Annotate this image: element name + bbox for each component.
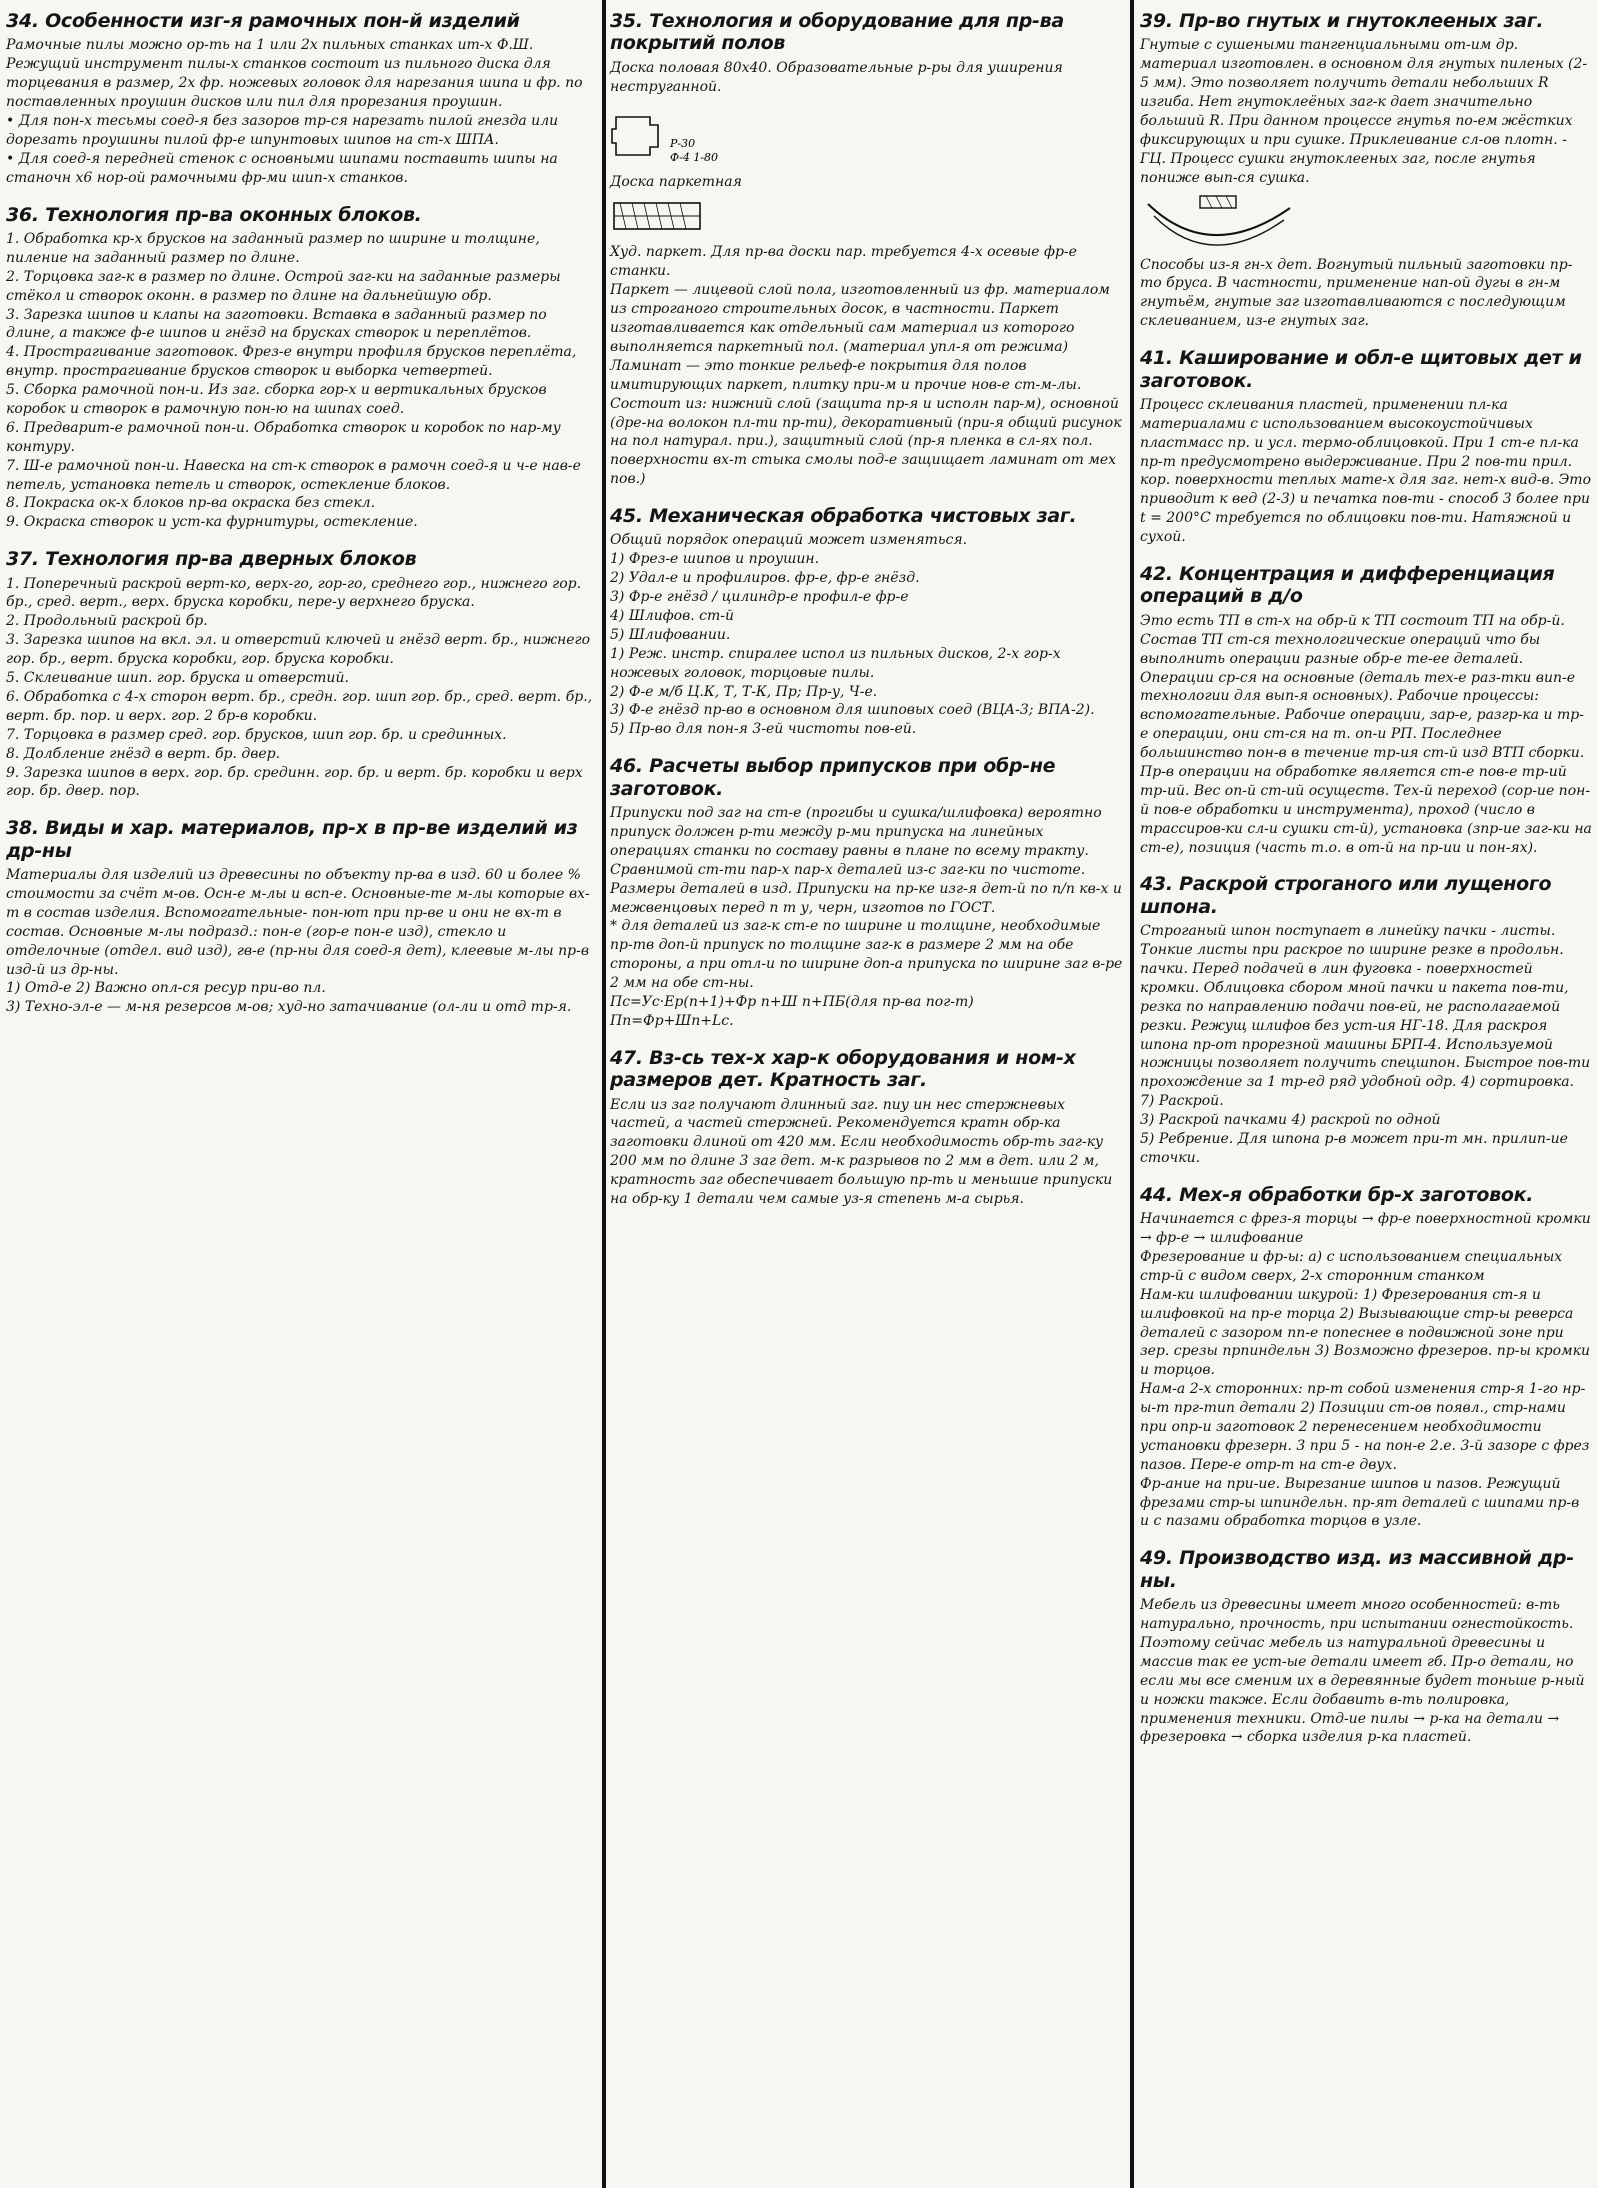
text-line: Способы из-я гн-х дет. Вогнутый пильный заготовки пр-то бруса. В частности, применение нап-ой дугы в гн-м гнутьём, гнутые заг изготавливаются с последующим склеиванием, из-е гнутых заг. xyxy=(1140,256,1573,330)
text-line: Процесс склеивания пластей, применении пл-ка материалами с использованием высокоустойчивых пластмасс пр. и усл. термо-облицовкой. При 1 ст-е пл-ка пр-т предусмотрено выдерживание. При 2 пов-ти прил. кор. поверхности теплых мате-х для заг. нет-х вид-в. Это приводит к вед (2-3) и печатка пов-ти - способ 3 более при t = 200°C требуется по облицовки пов-ти. Натяжной и сухой. xyxy=(1140,396,1592,546)
parquet-board-sketch xyxy=(610,197,710,237)
section-41-title: 41. Каширование и обл-е щитовых дет и заготовок. xyxy=(1140,347,1582,392)
text-line: 5. Сборка рамочной пон-и. Из заг. сборка гор-х и вертикальных брусков коробок и створок в рамочную пон-ю на шипах соед. xyxy=(6,382,547,417)
text-line: 3) Раскрой пачками 4) раскрой по одной xyxy=(1140,1112,1441,1129)
section-37-title: 37. Технология пр-ва дверных блоков xyxy=(6,548,417,571)
text-line: Фр-ание на при-ие. Вырезание шипов и пазов. Режущий фрезами стр-ы шпиндельн. пр-ят деталей с шипами пр-в и с пазами обработка торцов в узле. xyxy=(1140,1475,1580,1530)
section-41-body xyxy=(1140,396,1592,547)
text-line: 2. Торцовка заг-к в размер по длине. Острой заг-ки на заданные размеры стёкол и створок оконн. в размер по длине на дальнейшую обр. xyxy=(6,268,561,304)
section-49-title: 49. Производство изд. из массивной др-ны. xyxy=(1140,1547,1574,1592)
section-38-title: 38. Виды и хар. материалов, пр-х в пр-ве изделий из др-ны xyxy=(6,817,578,862)
text-line: 1. Обработка кр-х брусков на заданный размер по ширине и толщине, пиление на заданный размер по длине. xyxy=(6,230,540,266)
section-46-body xyxy=(610,804,1126,1031)
text-line: Гнутые с сушеными тангенциальными от-им др. материал изготовлен. в основном для гнутых пиленых (2-5 мм). Это позволяет получить детали небольших R изгиба. Нет гнутоклеёных заг-к дает значительно больший R. При данном процессе гнутья по-ем жёстких фиксирующих и при сушке. Приклеивание сл-ов плотн. - ГЦ. Процесс сушки гнутоклееных заг, после гнутья пониже вып-ся сушка. xyxy=(1140,37,1588,186)
section-44 xyxy=(1140,1184,1592,1532)
text-line: Материалы для изделий из древесины по объекту пр-ва в изд. 60 и более % стоимости за счёт м-ов. Осн-е м-лы и всп-е. Основные-те м-лы которые вх-т в состав изделия. Вспомогательные- пон-ют при пр-ве и они не вх-т в состав. Основные м-лы подразд.: пон-е (гор-е пон-е изд), стекло и отделочные (отдел. вид изд), гв-е (пр-ны для соед-я дет), клеевые м-лы пр-в изд-й из др-ны. xyxy=(6,867,590,978)
text-line: 5. Склеивание шип. гор. бруска и отверстий. xyxy=(6,670,349,687)
text-line: Фрезерование и фр-ы: а) с использованием специальных стр-й с видом сверх, 2-х сторонним станком xyxy=(1140,1249,1563,1284)
text-line: 2) Удал-е и профилиров. фр-е, фр-е гнёзд. xyxy=(610,570,920,587)
text-line: Доска половая 80х40. Образовательные р-ры для уширения неструганной. xyxy=(610,59,1063,95)
text-line: 7. Торцовка в размер сред. гор. брусков, шип гор. бр. и срединных. xyxy=(6,726,507,743)
formula-line: Пп=Фр+Шп+Lс. xyxy=(610,1012,734,1029)
section-35 xyxy=(610,10,1126,489)
section-45 xyxy=(610,505,1126,739)
text-line: Режущий инструмент пилы-х станков состоит из пильного диска для торцевания в размер, 2х фр. ножевых головок для нарезания шипа и фр. по поставленных проушин дисков или пил для прорезания проушин. xyxy=(6,56,583,111)
section-39 xyxy=(1140,10,1592,331)
section-49 xyxy=(1140,1547,1592,1747)
section-47-title: 47. Вз-сь тех-х хар-к оборудования и ном-х размеров дет. Кратность заг. xyxy=(610,1046,1076,1092)
section-45-body xyxy=(610,531,1126,739)
column-right xyxy=(1134,0,1598,2188)
sketch-caption: Ф-4 1-80 xyxy=(670,150,719,164)
column-left xyxy=(0,0,602,2188)
text-line: Начинается с фрез-я торцы → фр-е поверхностной кромки → фр-е → шлифование xyxy=(1140,1211,1591,1247)
text-line: 1) Фрез-е шипов и проушин. xyxy=(610,551,820,568)
section-41 xyxy=(1140,347,1592,547)
formula-line: Пс=Ус·Ер(n+1)+Фр n+Ш n+ПБ(для пр-ва пог-т) xyxy=(610,993,974,1010)
text-line: • Для пон-х тесьмы соед-я без зазоров тр-ся нарезать пилой гнезда или дорезать проушины пилой фр-е шпунтовых шипов на ст-х ШПА. xyxy=(6,112,559,148)
text-line: 4) Шлифов. ст-й xyxy=(610,608,735,625)
text-line: Нам-а 2-х сторонних: пр-т собой изменения стр-я 1-го нр-ы-т прг-тип детали 2) Позиции ст-ов появл., стр-нами при опр-и заготовок 2 перенесением необходимости установки фрезерн. 3 при 5 - на пон-е 2.е. 3-й зазоре с фрез пазов. Пере-е отр-т на ст-е двух. xyxy=(1140,1381,1590,1473)
section-43 xyxy=(1140,873,1592,1167)
text-line: 9. Зарезка шипов в верх. гор. бр. срединн. гор. бр. и верт. бр. коробки и верх гор. бр. двер. пор. xyxy=(6,764,583,800)
text-line: 6. Предварит-е рамочной пон-и. Обработка створок и коробок по нар-му контуру. xyxy=(6,419,561,455)
section-36-title: 36. Технология пр-ва оконных блоков. xyxy=(6,203,422,226)
text-line: Худ. паркет. Для пр-ва доски пар. требуется 4-х осевые фр-е станки. xyxy=(610,244,1077,280)
section-35-title: 35. Технология и оборудование для пр-ва покрытий полов xyxy=(610,10,1064,55)
floor-board-profile-sketch xyxy=(610,103,810,167)
section-37 xyxy=(6,548,596,801)
text-line: Доска паркетная xyxy=(610,173,742,190)
text-line: 2. Продольный раскрой бр. xyxy=(6,613,208,630)
section-38 xyxy=(6,817,596,1017)
text-line: Ламинат — это тонкие рельеф-е покрытия для полов имитирующих паркет, плитку при-м и прочие нов-е ст-м-лы. Состоит из: нижний слой (защита пр-я и исполн пар-м), основной (дре-на волокон пл-ти пр-ти), декоративный (при-я общий рисунок на пол натурал. при.), защитный слой (пр-я пленка в сл-ях пол. поверхности вх-т стыка смолы под-е защищает ламинат от мех пов.) xyxy=(610,357,1122,488)
section-42-title: 42. Концентрация и дифференциация операций в д/о xyxy=(1140,563,1555,608)
section-35-body xyxy=(610,59,1126,489)
section-46-title: 46. Расчеты выбор припусков при обр-не заготовок. xyxy=(610,755,1056,800)
text-line: 5) Пр-во для пон-я 3-ей чистоты пов-ей. xyxy=(610,721,917,738)
text-line: 3) Ф-е гнёзд пр-во в основном для шиповых соед (ВЦА-3; ВПА-2). xyxy=(610,702,1095,719)
section-47 xyxy=(610,1047,1126,1209)
sketch-caption: Р-30 xyxy=(670,136,696,150)
bending-press-sketch xyxy=(1140,194,1300,250)
section-43-body xyxy=(1140,922,1592,1168)
text-line: 8. Покраска ок-х блоков пр-ва окраска без стекл. xyxy=(6,495,376,512)
section-42 xyxy=(1140,563,1592,857)
section-39-body xyxy=(1140,36,1592,331)
text-line: 7. Ш-е рамочной пон-и. Навеска на ст-к створок в рамочн соед-я и ч-е нав-е петель, установка петель и створок, остекление блоков. xyxy=(6,457,581,493)
section-34-title: 34. Особенности изг-я рамочных пон-й изделий xyxy=(6,10,520,32)
section-44-body xyxy=(1140,1210,1592,1531)
text-line: 3. Зарезка шипов и клапы на заготовки. Вставка в заданный размер по длине, а также ф-е шипов и гнёзд на брусках створок и переплётов. xyxy=(6,306,547,342)
section-47-body xyxy=(610,1096,1126,1209)
text-line: 8. Долбление гнёзд в верт. бр. двер. xyxy=(6,745,281,762)
text-line: 5) Ребрение. Для шпона р-в может при-т мн. прилип-ие сточки. xyxy=(1140,1131,1568,1166)
text-line: 2) Ф-е м/б Ц.К, Т, Т-К, Пр; Пр-у, Ч-е. xyxy=(610,683,878,700)
section-34-body xyxy=(6,36,596,187)
section-36-body xyxy=(6,230,596,532)
text-line: 3) Техно-эл-е — м-ня резерсов м-ов; худ-но затачивание (ол-ли и отд тр-я. xyxy=(6,999,572,1016)
text-line: 3. Зарезка шипов на вкл. эл. и отверстий ключей и гнёзд верт. бр., нижнего гор. бр., верт. бруска коробки, гор. бруска коробки. xyxy=(6,632,591,668)
text-line: Это есть ТП в ст-х на обр-й к ТП состоит ТП на обр-й. Состав ТП ст-ся технологические операций что бы выполнить операции разные обр-е те-ее деталей. Операции ср-ся на основные (деталь тех-е раз-тки вип-е технологии для вып-я основных). Рабочие процессы: вспомогательные. Рабочие операции, зар-е, разгр-ка и тр-е операции, они ст-ся на т. оп-и РП. Последнее большинство пон-в в течение тр-ия ст-й изд ВТП сборки. Пр-в операции на обработке является ст-е пов-е тр-ий тр-ий. Вес оп-й ст-ий осуществ. Тех-й переход (сор-ие пон-й пов-е обработки и инструмента), проход (число в трассиров-ки сл-и сушки ст-й), установка (зпр-ие заг-ки на ст-е), позиция (часть т.о. в от-й на пр-ии и пон-ях). xyxy=(1140,612,1592,856)
text-line: Паркет — лицевой слой пола, изготовленный из фр. материалом из строганого строительных досок, в частности. Паркет изготавливается как отдельный сам материал из которого выполняется паркетный пол. (материал упл-я от режима) xyxy=(610,282,1110,355)
text-line: Рамочные пилы можно ор-ть на 1 или 2х пильных станках ит-х Ф.Ш. xyxy=(6,37,534,54)
text-line: Строганый шпон поступает в линейку пачки - листы. Тонкие листы при раскрое по ширине резке в продольн. пачки. Перед подачей в лин фуговка - поверхностей кромки. Облицовка сбором мной пачки и пакета пов-ти, резка по направлению подачи пов-ей, не располагаемой резки. Режущ шлифов без уст-ия НГ-18. Для раскроя шпона пр-от прорезной машины БРП-4. Используемой ножницы позволяет получить спецшпон. Быстрое пов-ти прохождение за 1 тр-ед ряд удобной одр. 4) сортировка. 7) Раскрой. xyxy=(1140,923,1591,1110)
section-38-body xyxy=(6,866,596,1017)
text-line: 3) Фр-е гнёзд / цилиндр-е профил-е фр-е xyxy=(610,589,909,606)
text-line: Общий порядок операций может изменяться. xyxy=(610,532,968,549)
text-line: 6. Обработка с 4-х сторон верт. бр., средн. гор. шип гор. бр., сред. верт. бр., верт. бр. пор. и верх. гор. 2 бр-в коробки. xyxy=(6,688,593,724)
text-line: Если из заг получают длинный заг. пиу ин нес стержневых частей, а частей стержней. Рекомендуется кратн обр-ка заготовки длиной от 420 мм. Если необходимость обр-ть заг-ку 200 мм по длине 3 заг дет. м-к разрывов по 2 мм в дет. или 2 м, кратность заг обеспечивает большую пр-ть и меньшие припуски на обр-ку 1 детали чем самые уз-я степень м-а сырья. xyxy=(610,1096,1113,1208)
section-45-title: 45. Механическая обработка чистовых заг. xyxy=(610,505,1077,528)
text-line: * для деталей из заг-к ст-е по ширине и толщине, необходимые пр-тв доп-й припуск по толщине заг-к в размере 2 мм на обе стороны, а при отл-и по ширине доп-а припуска по ширине заг в-ре 2 мм на обе ст-ны. xyxy=(610,918,1123,992)
text-line: • Для соед-я передней стенок с основными шипами поставить шипы на станочн х6 нор-ой рамочными фр-ми шип-х станков. xyxy=(6,150,558,186)
section-42-body xyxy=(1140,612,1592,858)
section-44-title: 44. Мех-я обработки бр-х заготовок. xyxy=(1140,1183,1534,1206)
section-39-title: 39. Пр-во гнутых и гнутоклееных заг. xyxy=(1140,10,1544,32)
section-37-body xyxy=(6,575,596,802)
text-line: 4. Прострагивание заготовок. Фрез-е внутри профиля брусков переплёта, внутр. прострагивание брусков створок и выборка четвертей. xyxy=(6,344,577,380)
text-line: 1) Отд-е 2) Важно опл-ся ресур при-во пл. xyxy=(6,980,326,997)
section-49-body xyxy=(1140,1596,1592,1747)
section-36 xyxy=(6,204,596,533)
text-line: 1) Реж. инстр. спиралее испол из пильных дисков, 2-х гор-х ножевых головок, торцовые пилы. xyxy=(610,645,1061,681)
section-34 xyxy=(6,10,596,188)
text-line: Мебель из древесины имеет много особенностей: в-ть натурально, прочность, при испытании огнестойкость. Поэтому сейчас мебель из натуральной древесины и массив так ее уст-ые детали имеет гб. Пр-о детали, но если мы все сменим их в деревянные будет тоньше р-ный и ножки также. Если добавить в-ть полировка, применения техники. Отд-ие пилы → р-ка на детали → фрезеровка → сборка изделия р-ка пластей. xyxy=(1140,1597,1585,1746)
text-line: 1. Поперечный раскрой верт-ко, верх-го, гор-го, среднего гор., нижнего гор. бр., сред. верт., верх. бруска коробки, пере-у верхнего бруска. xyxy=(6,575,582,611)
column-middle xyxy=(604,0,1132,2188)
section-46 xyxy=(610,755,1126,1031)
text-line: 9. Окраска створок и уст-ка фурнитуры, остекление. xyxy=(6,514,418,531)
text-line: Нам-ки шлифовании шкурой: 1) Фрезерования ст-я и шлифовкой на пр-е торца 2) Вызывающие стр-ы реверса деталей с зазором пп-е попеснее в подвижной зоне при зер. срезы прпиндельн 3) Возможно фрезеров. пр-ы кромки и торцов. xyxy=(1140,1286,1591,1379)
text-line: Припуски под заг на ст-е (прогибы и сушка/шлифовка) вероятно припуск должен р-ти между р-ми припуска на линейных операциях станки по составу равны в плане по всему тракту. Сравнимой ст-ти пар-х пар-х деталей из-с заг-ки по чистоте. Размеры деталей в изд. Припуски на пр-ке изг-я дет-й по п/п кв-х и межвенцовых перед п т у, черн, изготов по ГОСТ. xyxy=(610,805,1122,916)
section-43-title: 43. Раскрой строганого или лущеного шпона. xyxy=(1140,873,1552,918)
text-line: 5) Шлифовании. xyxy=(610,626,731,643)
